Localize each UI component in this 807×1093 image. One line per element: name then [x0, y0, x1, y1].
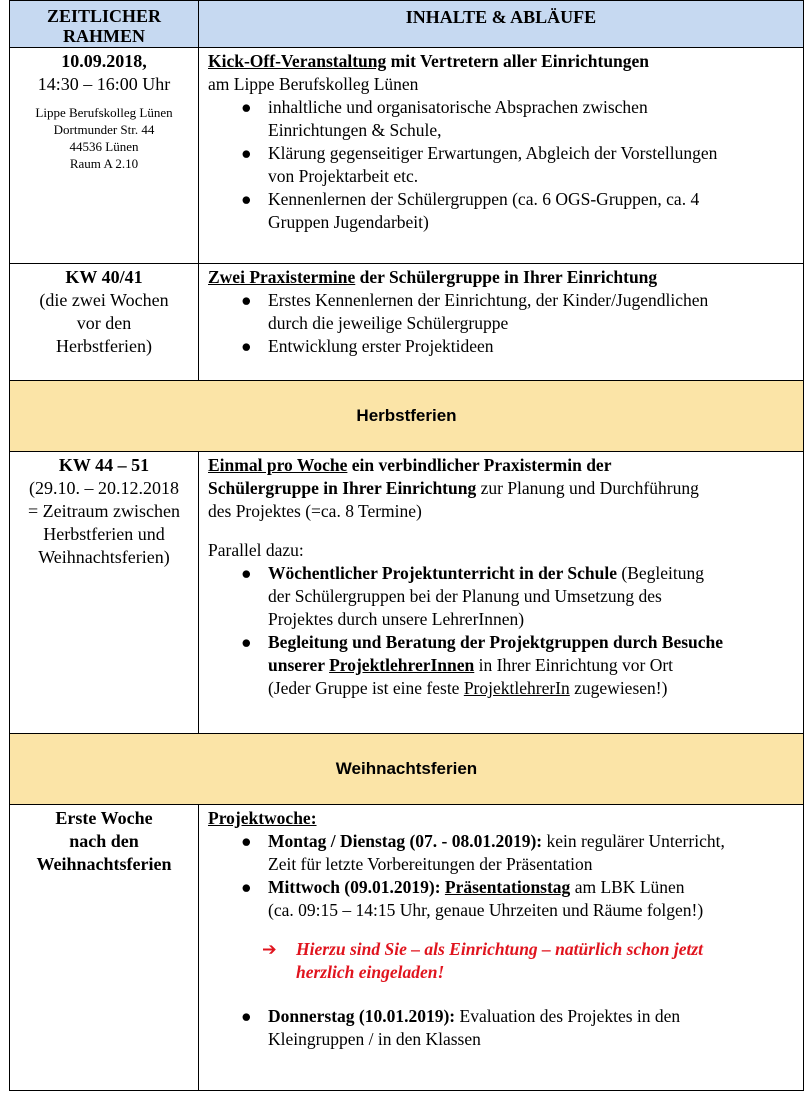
item-line: durch die jeweilige Schülergruppe — [268, 313, 509, 333]
item-bold: Mittwoch (09.01.2019): — [268, 877, 445, 897]
arrow-right-icon: ➔ — [262, 939, 277, 959]
item-line: (ca. 09:15 – 14:15 Uhr, genaue Uhrzeiten und Räume folgen!) — [268, 900, 704, 920]
row1-date: 10.09.2018, — [61, 51, 147, 71]
bullet-icon: ● — [241, 877, 252, 897]
row4-line: Erste Woche — [55, 808, 153, 828]
row3-content-cell — [198, 451, 804, 734]
row3-title-line2 — [208, 477, 803, 500]
row4-line: Weihnachtsferien — [36, 854, 172, 874]
list-item — [208, 1005, 803, 1051]
list-item — [208, 830, 803, 876]
row3-title-rest: ein verbindlicher Praxistermin der — [347, 455, 612, 475]
bullet-icon: ● — [241, 563, 252, 583]
item-line: Kennenlernen der Schülergruppen (ca. 6 OGS-Gruppen, ca. 4 — [268, 189, 700, 209]
item-bold: unserer — [268, 655, 330, 675]
invitation-line: herzlich eingeladen! — [296, 962, 445, 982]
address-line: Lippe Berufskolleg Lünen — [35, 105, 173, 120]
header-right — [198, 0, 804, 48]
row1-time-cell — [9, 47, 199, 264]
list-item — [208, 188, 803, 234]
row2-list — [208, 289, 803, 358]
row2-line: vor den — [76, 313, 132, 333]
row1-title-rest: mit Vertretern aller Einrichtungen — [386, 51, 650, 71]
row1-content-cell — [198, 47, 804, 264]
item-underlined: ProjektlehrerIn — [463, 678, 570, 698]
item-rest: am LBK Lünen — [570, 877, 685, 897]
item-line: Einrichtungen & Schule, — [268, 120, 442, 140]
list-item — [208, 96, 803, 142]
row1-subtitle: am Lippe Berufskolleg Lünen — [208, 74, 419, 94]
bullet-icon: ● — [241, 632, 252, 652]
header-left — [9, 0, 199, 48]
band-label: Herbstferien — [356, 406, 457, 425]
item-bold: Donnerstag (10.01.2019): — [268, 1006, 456, 1026]
row2-line: (die zwei Wochen — [39, 290, 169, 310]
row2-title-main: Zwei Praxistermine — [208, 267, 356, 287]
row2-title-rest: der Schülergruppe in Ihrer Einrichtung — [355, 267, 658, 287]
row2-time-cell — [9, 263, 199, 381]
bullet-icon: ● — [241, 1006, 252, 1026]
list-item — [208, 631, 803, 700]
row1-list — [208, 96, 803, 234]
row1-address — [10, 104, 198, 172]
item-part: zugewiesen!) — [569, 678, 668, 698]
row3-title-line1 — [208, 454, 803, 477]
item-rest: Evaluation des Projektes in den — [455, 1006, 681, 1026]
item-line: Erstes Kennenlernen der Einrichtung, der Kinder/Jugendlichen — [268, 290, 709, 310]
address-line: Dortmunder Str. 44 — [53, 122, 155, 137]
address-line: 44536 Lünen — [69, 139, 139, 154]
list-item — [208, 562, 803, 631]
invitation-note — [208, 938, 803, 984]
row1-time: 14:30 – 16:00 Uhr — [37, 74, 171, 94]
item-rest: (Begleitung — [617, 563, 704, 583]
address-line: Raum A 2.10 — [69, 156, 139, 171]
item-bold: Montag / Dienstag (07. - 08.01.2019): — [268, 831, 543, 851]
item-line: von Projektarbeit etc. — [268, 166, 419, 186]
bullet-icon: ● — [241, 143, 252, 163]
item-line: Begleitung und Beratung der Projektgruppen durch Besuche — [268, 632, 724, 652]
item-line: Kleingruppen / in den Klassen — [268, 1029, 481, 1049]
invitation-line: Hierzu sind Sie – als Einrichtung – natürlich schon jetzt — [296, 939, 703, 959]
row3-time-cell — [9, 451, 199, 734]
item-line: Klärung gegenseitiger Erwartungen, Abgleich der Vorstellungen — [268, 143, 718, 163]
header-right-text: INHALTE & ABLÄUFE — [405, 7, 597, 27]
row3-line: Weihnachtsferien) — [38, 547, 170, 567]
row2-content-cell — [198, 263, 804, 381]
item-part: (Jeder Gruppe ist eine feste — [268, 678, 464, 698]
row4-list-2 — [208, 1005, 803, 1051]
row3-title-bold: Schülergruppe in Ihrer Einrichtung — [208, 478, 477, 498]
row3-list — [208, 562, 803, 700]
list-item — [208, 142, 803, 188]
item-underlined: ProjektlehrerInnen — [329, 655, 475, 675]
row1-title — [208, 50, 803, 73]
item-line: der Schülergruppen bei der Planung und Umsetzung des — [268, 586, 662, 606]
list-item — [208, 876, 803, 922]
item-rest: kein regulärer Unterricht, — [542, 831, 725, 851]
item-rest: in Ihrer Einrichtung vor Ort — [474, 655, 674, 675]
weihnachtsferien-band — [9, 733, 804, 805]
row3-title-main: Einmal pro Woche — [208, 455, 348, 475]
herbstferien-band — [9, 380, 804, 452]
row3-week: KW 44 – 51 — [58, 455, 150, 475]
row2-title — [208, 266, 803, 289]
row4-time-cell — [9, 804, 199, 1091]
item-line: Entwicklung erster Projektideen — [268, 336, 494, 356]
row4-title: Projektwoche: — [208, 808, 317, 828]
row3-line: = Zeitraum zwischen — [27, 501, 181, 521]
row2-line: Herbstferien) — [56, 336, 152, 356]
row1-title-main: Kick-Off-Veranstaltung — [208, 51, 387, 71]
item-line: Projektes durch unsere LehrerInnen) — [268, 609, 525, 629]
item-underlined: Präsentationstag — [444, 877, 571, 897]
bullet-icon: ● — [241, 336, 252, 356]
row4-list — [208, 830, 803, 922]
header-left-text: ZEITLICHER RAHMEN — [46, 6, 162, 46]
row4-content-cell — [198, 804, 804, 1091]
item-line: Zeit für letzte Vorbereitungen der Präsentation — [268, 854, 593, 874]
row3-title-normal: zur Planung und Durchführung — [476, 478, 699, 498]
bullet-icon: ● — [241, 189, 252, 209]
row3-title-line3: des Projektes (=ca. 8 Termine) — [208, 501, 422, 521]
row3-line: (29.10. – 20.12.2018 — [29, 478, 179, 498]
list-item — [208, 335, 803, 358]
list-item — [208, 289, 803, 335]
item-bold: Wöchentlicher Projektunterricht in der Schule — [268, 563, 617, 583]
item-line: Gruppen Jugendarbeit) — [268, 212, 429, 232]
bullet-icon: ● — [241, 97, 252, 117]
bullet-icon: ● — [241, 831, 252, 851]
row2-week: KW 40/41 — [65, 267, 143, 287]
band-label: Weihnachtsferien — [335, 759, 478, 778]
bullet-icon: ● — [241, 290, 252, 310]
row4-line: nach den — [69, 831, 139, 851]
item-line: inhaltliche und organisatorische Absprachen zwischen — [268, 97, 648, 117]
row3-parallel: Parallel dazu: — [208, 540, 304, 560]
row3-line: Herbstferien und — [43, 524, 165, 544]
